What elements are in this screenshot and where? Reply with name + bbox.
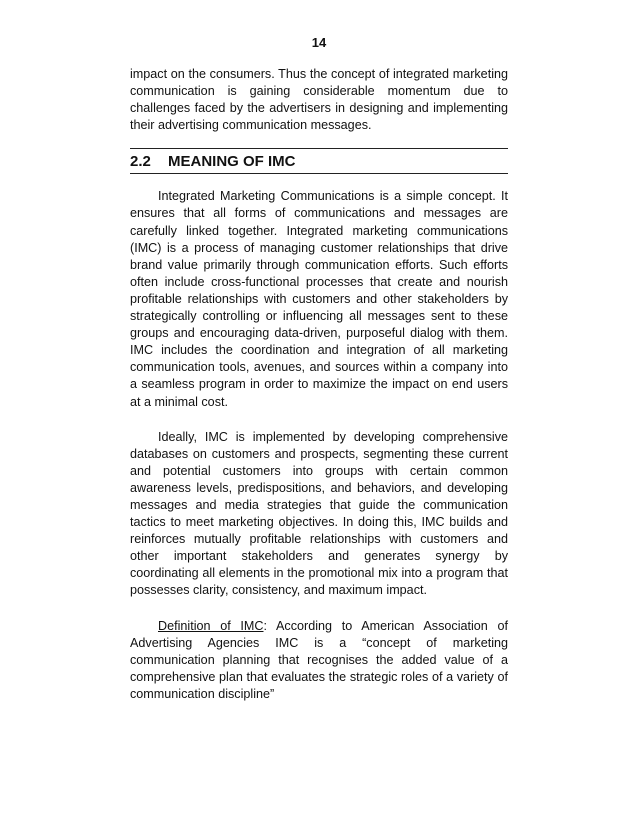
paragraph-imc-implementation: Ideally, IMC is implemented by developing comprehensive databases on customers and prospects, segmenting these current and potential customers into groups with certain common awareness levels, predispositions, and behaviors, and developing messages and media strategies that guide the communication tactics to meet marketing objectives. In doing this, IMC builds and reinforces mutually profitable relationships with customers and other important stakeholders and generates synergy by coordinating all elements in the promotional mix into a program that possesses clarity, consistency, and maximum impact. (130, 429, 508, 598)
definition-label: Definition of IMC (158, 618, 264, 633)
page-number: 14 (311, 35, 327, 50)
intro-paragraph: impact on the consumers. Thus the concept of integrated marketing communication is gaining considerable momentum due to challenges faced by the advertisers in designing and implementing their advertising communication messages. (130, 67, 508, 133)
definition-text: : According to American Association of Advertising Agencies IMC is a “concept of marketing communication planning that recognises the added value of a comprehensive plan that evaluates the strategic roles of a variety of communication discipline” (130, 618, 509, 701)
definition-paragraph (130, 618, 508, 703)
section-rule-bottom (130, 173, 508, 174)
paragraph-imc-concept: Integrated Marketing Communications is a simple concept. It ensures that all forms of communications and messages are carefully linked together. Integrated marketing communications (IMC) is a process of managing customer relationships that drive brand value primarily through communication efforts. Such efforts often include cross-functional processes that create and nourish profitable relationships with customers and other stakeholders by strategically controlling or influencing all messages sent to these groups and encouraging data-driven, purposeful dialog with them. IMC includes the coordination and integration of all marketing communication tools, avenues, and sources within a company into a seamless program in order to maximize the impact on end users at a minimal cost. (130, 189, 508, 409)
section-heading (130, 149, 508, 173)
section-title: MEANING OF IMC (168, 152, 296, 170)
section-number: 2.2 (130, 152, 151, 170)
page-body (130, 66, 508, 703)
